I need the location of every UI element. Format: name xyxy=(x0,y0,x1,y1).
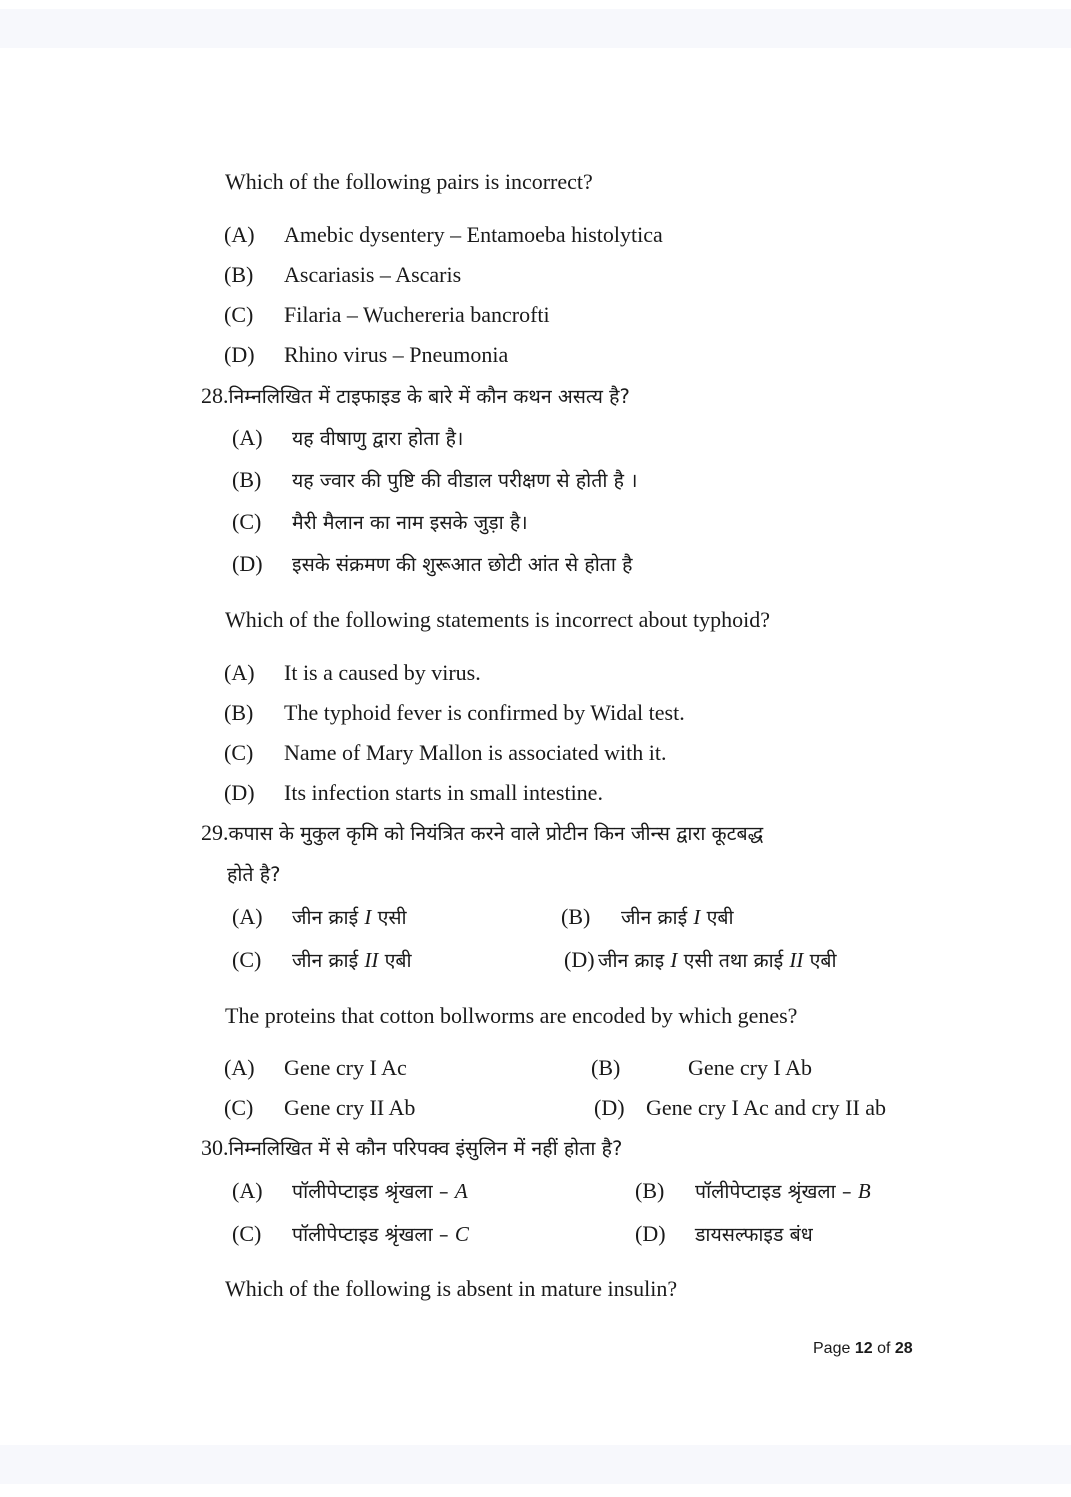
q30-hi-option-d xyxy=(635,1221,813,1248)
q28-hi-option-a xyxy=(232,425,463,452)
q28-en-question: Which of the following statements is incorrect about typhoid? xyxy=(225,607,770,632)
option-label: (D) xyxy=(224,342,255,367)
option-label: (C) xyxy=(224,1095,254,1120)
roman-numeral: I xyxy=(670,948,678,972)
option-label: (D) xyxy=(232,551,263,576)
option-label: (C) xyxy=(224,302,254,327)
option-text: मैरी मैलान का नाम इसके जुड़ा है। xyxy=(292,511,528,534)
q29-en-option-c xyxy=(224,1095,415,1121)
q28-hi-option-d xyxy=(232,551,632,578)
option-label: (C) xyxy=(232,1221,262,1246)
q29-hi-option-c xyxy=(232,947,412,974)
page-of: of xyxy=(877,1340,891,1357)
option-text: The typhoid fever is confirmed by Widal test. xyxy=(284,700,685,725)
option-label: (A) xyxy=(224,222,255,247)
option-text: It is a caused by virus. xyxy=(284,660,481,685)
option-text: Gene cry I Ab xyxy=(688,1055,813,1080)
option-label: (C) xyxy=(232,947,262,972)
option-label: (B) xyxy=(232,467,262,492)
total-pages: 28 xyxy=(894,1340,913,1357)
option-text: पॉलीपेप्टाइड श्रृंखला – xyxy=(292,1223,449,1246)
option-text: Filaria – Wuchereria bancrofti xyxy=(284,302,550,327)
q30-hi-option-b xyxy=(635,1178,871,1205)
option-text: जीन क्राई xyxy=(292,906,359,929)
chain-variable: C xyxy=(454,1222,469,1246)
top-viewer-band xyxy=(0,9,1071,48)
option-label: (A) xyxy=(224,1055,255,1080)
current-page: 12 xyxy=(854,1340,873,1357)
option-text: जीन क्राई xyxy=(292,949,359,972)
option-text: Gene cry II Ab xyxy=(284,1095,416,1120)
q29-hi-option-d xyxy=(564,947,837,974)
option-label: (B) xyxy=(224,700,254,725)
q29-en-question: The proteins that cotton bollworms are encoded by which genes? xyxy=(225,1003,798,1028)
question-number: 29. xyxy=(201,820,229,845)
option-label: (D) xyxy=(224,780,255,805)
question-text: कपास के मुकुल कृमि को नियंत्रित करने वाले प्रोटीन किन जीन्स द्वारा कूटबद्ध xyxy=(228,822,764,845)
q27-en-option-a xyxy=(224,222,663,248)
option-suffix-2: एबी xyxy=(809,949,837,972)
q29-hi-question-line1 xyxy=(201,820,763,847)
option-text: Its infection starts in small intestine. xyxy=(284,780,603,805)
q28-en-option-a xyxy=(224,660,481,686)
q27-en-question: Which of the following pairs is incorrect? xyxy=(225,169,593,194)
q30-hi-question xyxy=(201,1135,622,1162)
option-label: (C) xyxy=(232,509,262,534)
option-text: Gene cry I Ac xyxy=(284,1055,407,1080)
chain-variable: B xyxy=(857,1179,871,1203)
option-label: (A) xyxy=(224,660,255,685)
option-label: (A) xyxy=(232,1178,263,1203)
q30-hi-option-c xyxy=(232,1221,469,1248)
question-number: 30. xyxy=(201,1135,229,1160)
option-suffix: एसी xyxy=(377,906,407,929)
option-text: जीन क्राइ xyxy=(598,949,665,972)
roman-numeral: I xyxy=(364,905,372,929)
option-suffix: एबी xyxy=(384,949,412,972)
option-suffix: एबी xyxy=(706,906,734,929)
option-label: (B) xyxy=(591,1055,621,1080)
roman-numeral: II xyxy=(364,948,379,972)
option-text: यह वीषाणु द्वारा होता है। xyxy=(292,427,464,450)
q27-en-option-d xyxy=(224,342,508,368)
page-number-footer xyxy=(813,1340,913,1358)
option-text: डायसल्फाइड बंध xyxy=(695,1223,813,1246)
option-label: (D) xyxy=(635,1221,666,1246)
q29-hi-question-line2: होते है? xyxy=(227,863,281,886)
option-text: Ascariasis – Ascaris xyxy=(284,262,462,287)
q29-en-option-d xyxy=(594,1095,886,1121)
option-text: Gene cry I Ac and cry II ab xyxy=(646,1095,887,1120)
chain-variable: A xyxy=(454,1179,468,1203)
q29-en-option-b xyxy=(591,1055,812,1081)
roman-numeral: I xyxy=(693,905,701,929)
q29-en-option-a xyxy=(224,1055,407,1081)
option-text: Amebic dysentery – Entamoeba histolytica xyxy=(284,222,663,247)
q27-en-option-b xyxy=(224,262,461,288)
option-label: (B) xyxy=(561,904,591,929)
question-text: निम्नलिखित में से कौन परिपक्व इंसुलिन में नहीं होता है? xyxy=(228,1137,623,1160)
option-text: Rhino virus – Pneumonia xyxy=(284,342,509,367)
q28-en-option-b xyxy=(224,700,685,726)
q28-hi-question xyxy=(201,383,630,410)
q28-hi-option-c xyxy=(232,509,528,536)
q29-hi-option-a xyxy=(232,904,407,931)
q28-en-option-d xyxy=(224,780,603,806)
option-suffix: एसी तथा क्राई xyxy=(683,949,784,972)
q30-en-question: Which of the following is absent in mature insulin? xyxy=(225,1276,678,1301)
option-text: पॉलीपेप्टाइड श्रृंखला – xyxy=(292,1180,449,1203)
q28-en-option-c xyxy=(224,740,666,766)
bottom-viewer-band xyxy=(0,1445,1071,1484)
option-text: यह ज्वार की पुष्टि की वीडाल परीक्षण से होती है । xyxy=(292,469,638,492)
q28-hi-option-b xyxy=(232,467,638,494)
option-text: इसके संक्रमण की शुरूआत छोटी आंत से होता है xyxy=(292,553,633,576)
question-text: निम्नलिखित में टाइफाइड के बारे में कौन कथन असत्य है? xyxy=(228,385,630,408)
option-label: (C) xyxy=(224,740,254,765)
option-text: जीन क्राई xyxy=(621,906,688,929)
page-prefix: Page xyxy=(813,1340,851,1357)
option-label: (D) xyxy=(564,947,595,972)
option-label: (A) xyxy=(232,904,263,929)
option-label: (B) xyxy=(635,1178,665,1203)
q27-en-option-c xyxy=(224,302,550,328)
option-label: (A) xyxy=(232,425,263,450)
q29-hi-option-b xyxy=(561,904,734,931)
roman-numeral-2: II xyxy=(789,948,804,972)
question-number: 28. xyxy=(201,383,229,408)
q30-hi-option-a xyxy=(232,1178,468,1205)
option-text: Name of Mary Mallon is associated with it. xyxy=(284,740,667,765)
option-text: पॉलीपेप्टाइड श्रृंखला – xyxy=(695,1180,852,1203)
option-label: (D) xyxy=(594,1095,625,1120)
option-label: (B) xyxy=(224,262,254,287)
